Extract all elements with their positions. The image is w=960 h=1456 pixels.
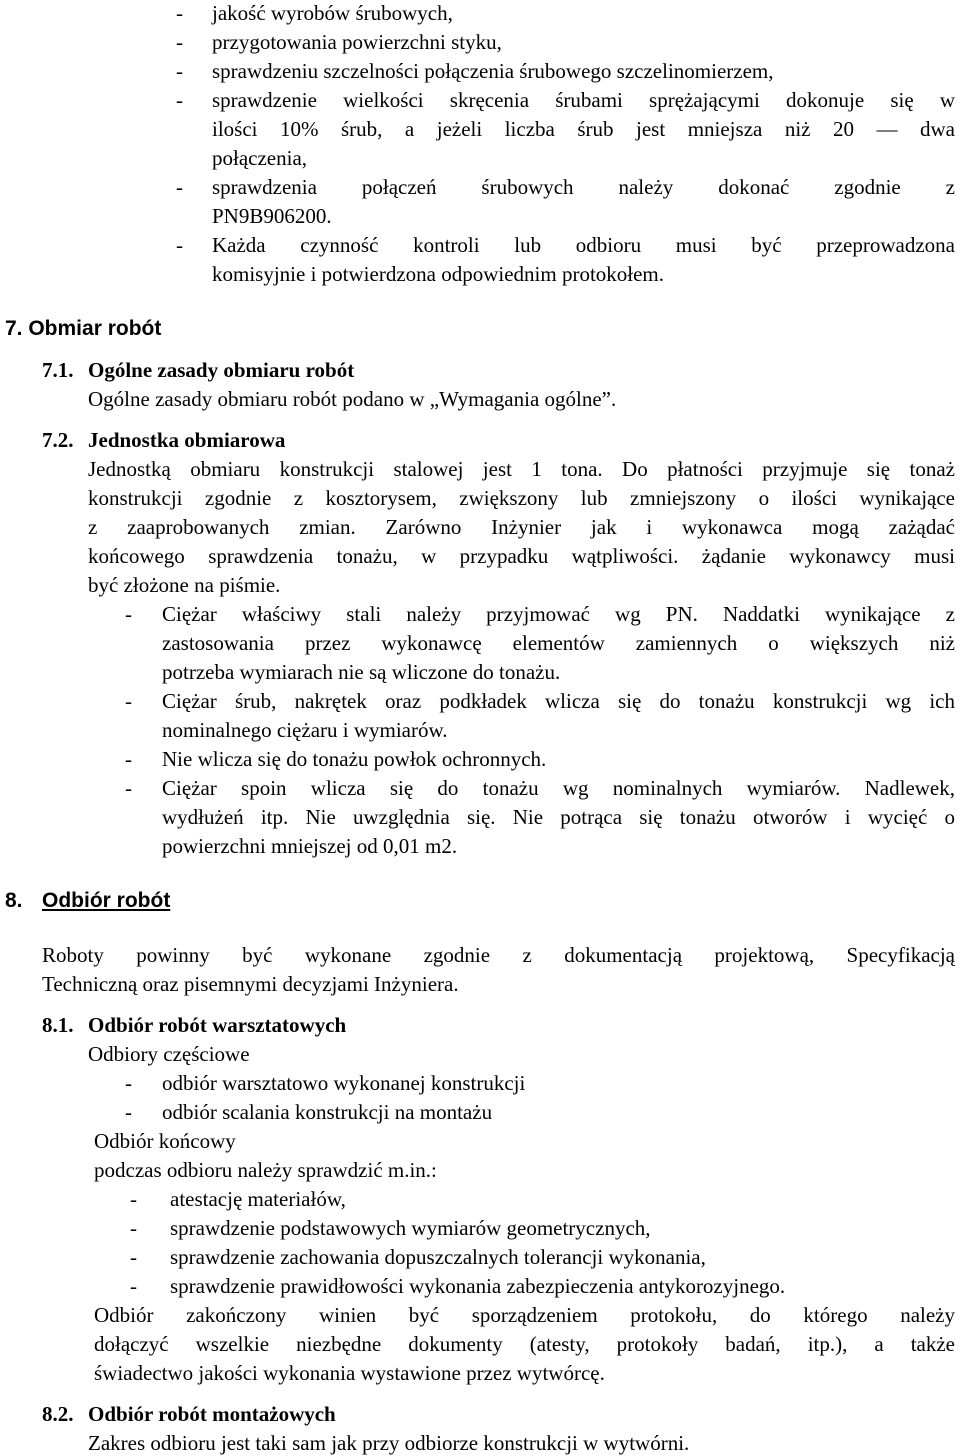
list-item-text: Każda czynność kontroli lub odbioru musi być przeprowadzona (212, 233, 955, 257)
partial-acceptance-label: Odbiory częściowe (88, 1042, 250, 1066)
paragraph-line: konstrukcji zgodnie z kosztorysem, zwiększony lub zmniejszony o ilości wynikające (88, 486, 955, 510)
list-item-text: przygotowania powierzchni styku, (212, 30, 502, 54)
list-dash: - (130, 1187, 137, 1211)
section-7-1-text: Ogólne zasady obmiaru robót podano w „Wymagania ogólne”. (88, 387, 617, 411)
list-item-text: wydłużeń itp. Nie uwzględnia się. Nie potrąca się tonażu otworów i wycięć o (162, 805, 955, 829)
list-item-text: odbiór scalania konstrukcji na montażu (162, 1100, 493, 1124)
paragraph-line: świadectwo jakości wykonania wystawione przez wytwórcę. (94, 1361, 605, 1385)
section-7-2-number: 7.2. (42, 428, 74, 452)
list-dash: - (125, 1071, 132, 1095)
paragraph-line: z zaaprobowanych zmian. Zarówno Inżynier jak i wykonawca mogą zażądać (88, 515, 955, 539)
list-dash: - (176, 59, 183, 83)
list-dash: - (125, 602, 132, 626)
list-item-text: połączenia, (212, 146, 308, 170)
section-8-1-number: 8.1. (42, 1013, 74, 1037)
list-item-text: Ciężar śrub, nakrętek oraz podkładek wlicza się do tonażu konstrukcji wg ich (162, 689, 955, 713)
list-item-text: sprawdzenia połączeń śrubowych należy dokonać zgodnie z (212, 175, 955, 199)
list-item-text: Ciężar spoin wlicza się do tonażu wg nominalnych wymiarów. Nadlewek, (162, 776, 955, 800)
section-8-title: Odbiór robót (42, 889, 171, 912)
list-dash: - (176, 30, 183, 54)
list-item-text: ilości 10% śrub, a jeżeli liczba śrub jest mniejsza niż 20 — dwa (212, 117, 955, 141)
list-item-text: zastosowania przez wykonawcę elementów zamiennych o większych niż (162, 631, 955, 655)
final-acceptance-label: Odbiór końcowy (94, 1129, 236, 1153)
list-dash: - (130, 1274, 137, 1298)
section-8-2-title: Odbiór robót montażowych (88, 1402, 336, 1426)
list-item-text: powierzchni mniejszej od 0,01 m2. (162, 834, 458, 858)
check-intro: podczas odbioru należy sprawdzić m.in.: (94, 1158, 437, 1182)
list-item-text: Nie wlicza się do tonażu powłok ochronnych. (162, 747, 547, 771)
section-7-2-title: Jednostka obmiarowa (88, 428, 286, 452)
list-item-text: potrzeba wymiarach nie są wliczone do tonażu. (162, 660, 561, 684)
list-dash: - (176, 233, 183, 257)
list-item-text: atestację materiałów, (170, 1187, 346, 1211)
list-item-text: Ciężar właściwy stali należy przyjmować wg PN. Naddatki wynikające z (162, 602, 955, 626)
paragraph-line: Jednostką obmiaru konstrukcji stalowej jest 1 tona. Do płatności przyjmuje się tonaż (88, 457, 955, 481)
section-8-number: 8. (5, 889, 23, 912)
paragraph-line: być złożone na piśmie. (88, 573, 281, 597)
list-item-text: nominalnego ciężaru i wymiarów. (162, 718, 448, 742)
list-item-text: sprawdzenie zachowania dopuszczalnych tolerancji wykonania, (170, 1245, 706, 1269)
section-7-1-title: Ogólne zasady obmiaru robót (88, 358, 355, 382)
list-dash: - (125, 747, 132, 771)
paragraph-line: końcowego sprawdzenia tonażu, w przypadku wątpliwości. żądanie wykonawcy musi (88, 544, 955, 568)
list-dash: - (125, 776, 132, 800)
section-7-heading: 7. Obmiar robót (5, 317, 162, 340)
list-dash: - (125, 1100, 132, 1124)
list-item-text: sprawdzenie podstawowych wymiarów geometrycznych, (170, 1216, 651, 1240)
list-dash: - (130, 1216, 137, 1240)
list-item-text: sprawdzenie prawidłowości wykonania zabezpieczenia antykorozyjnego. (170, 1274, 786, 1298)
list-dash: - (125, 689, 132, 713)
list-dash: - (176, 1, 183, 25)
list-item-text: sprawdzeniu szczelności połączenia śrubowego szczelinomierzem, (212, 59, 774, 83)
list-dash: - (176, 88, 183, 112)
list-item-text: jakość wyrobów śrubowych, (212, 1, 453, 25)
paragraph-line: Techniczną oraz pisemnymi decyzjami Inżyniera. (42, 972, 459, 996)
list-dash: - (130, 1245, 137, 1269)
section-8-2-text: Zakres odbioru jest taki sam jak przy odbiorze konstrukcji w wytwórni. (88, 1431, 690, 1455)
section-7-1-number: 7.1. (42, 358, 74, 382)
list-item-text: sprawdzenie wielkości skręcenia śrubami sprężającymi dokonuje się w (212, 88, 955, 112)
section-8-1-title: Odbiór robót warsztatowych (88, 1013, 347, 1037)
list-item-text: odbiór warsztatowo wykonanej konstrukcji (162, 1071, 526, 1095)
list-item-text: komisyjnie i potwierdzona odpowiednim protokołem. (212, 262, 665, 286)
list-dash: - (176, 175, 183, 199)
paragraph-line: Roboty powinny być wykonane zgodnie z dokumentacją projektową, Specyfikacją (42, 943, 955, 967)
list-item-text: PN9B906200. (212, 204, 332, 228)
section-8-2-number: 8.2. (42, 1402, 74, 1426)
paragraph-line: Odbiór zakończony winien być sporządzeniem protokołu, do którego należy (94, 1303, 955, 1327)
paragraph-line: dołączyć wszelkie niezbędne dokumenty (atesty, protokoły badań, itp.), a także (94, 1332, 955, 1356)
